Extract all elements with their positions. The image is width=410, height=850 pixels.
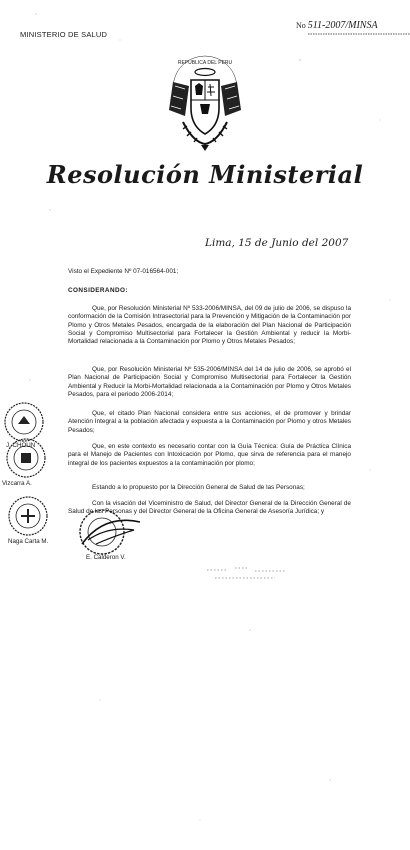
paragraph-1: Que, por Resolución Ministerial Nº 533-2006/MINSA, del 09 de julio de 2006, se dispuso la conformación de la Comisión Intrasectorial para la Prevención y Mitigación de la Contaminación por Plomo y Otros Metales Pesados, encargada de la elaboración del Plan Nacional de Participación Social y Compromiso Multisectorial para Fortalecer la Gestión Ambiental y reducir la Morbi-Mortalidad relacionada a la Contaminación por Plomo y Otros Metales Pesados;	[68, 305, 351, 346]
signatory-name: E. Calderon V.	[86, 554, 126, 561]
paragraph-3: Que, el citado Plan Nacional considera entre sus acciones, el de promover y brindar Atención Integral a la población afectada y expuesta a la Contaminación por Plomo y otros Metales Pesados;	[68, 410, 351, 434]
coat-of-arms-emblem	[163, 52, 247, 152]
visa-initials-3: Naga Carta M.	[8, 538, 49, 545]
paragraph-5: Estando a lo propuesto por la Dirección General de Salud de las Personas;	[92, 484, 305, 491]
crest-caption: REPUBLICA DEL PERU	[177, 60, 233, 66]
document-title: Resolución Ministerial	[46, 160, 364, 189]
number-handwritten: 511-2007/MINSA	[307, 20, 378, 31]
paragraph-6: Con la visación del Viceministro de Salud, del Director General de la Dirección General de Salud de las Personas y del Director General de la Oficina General de Asesoría Jurídica; y	[68, 500, 351, 516]
number-prefix: No	[296, 21, 306, 30]
considerando-heading: CONSIDERANDO:	[68, 287, 128, 294]
ministry-name: MINISTERIO DE SALUD	[20, 30, 108, 39]
date-line: Lima, 15 de Junio del 2007	[205, 237, 349, 249]
faint-marks	[205, 562, 295, 582]
resolution-number	[296, 20, 378, 31]
visto-line: Visto el Expediente Nº 07-016564-001;	[68, 268, 179, 275]
visa-initials-2: Vizcarra A.	[2, 480, 32, 487]
paragraph-2: Que, por Resolución Ministerial Nº 535-2006/MINSA del 14 de julio de 2006, se aprobó el Plan Nacional de Participación Social y Compromiso Multisectorial para Fortalecer la Gestión Ambiental y Reducir la Morbi-Mortalidad relacionada a la Contaminación por Plomo y Otros Metales Pesados, para el periodo 2006-2014;	[68, 366, 351, 398]
number-underline	[308, 32, 410, 36]
visa-initials-1: J. CHOUN	[6, 442, 36, 449]
visa-seal-3	[6, 494, 50, 538]
paragraph-4: Que, en este contexto es necesario contar con la Guía Técnica: Guía de Práctica Clínica para el Manejo de Pacientes con Intoxicación por Plomo, que sirva de referencia para el manejo integral de los pacientes expuestos a la contaminación por plomo;	[68, 443, 351, 467]
visa-seal-2	[4, 436, 48, 480]
